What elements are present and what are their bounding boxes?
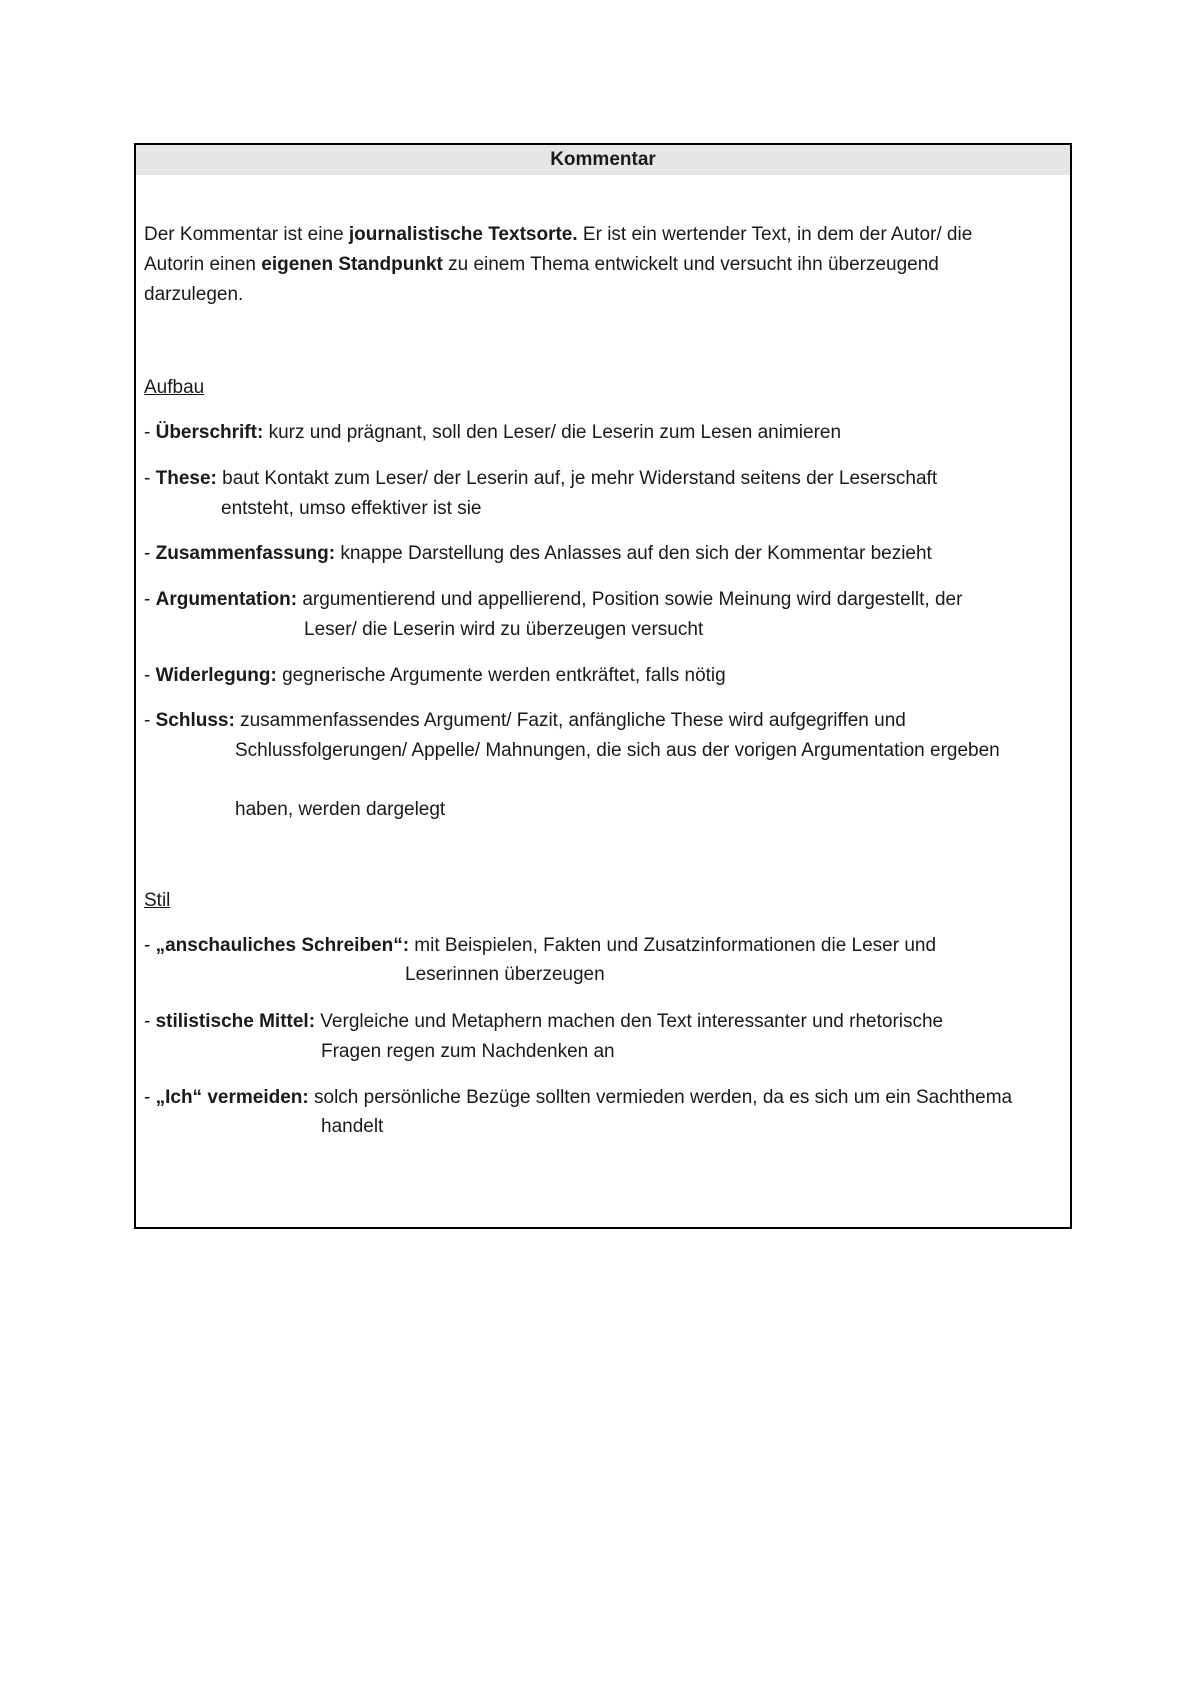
list-item — [144, 539, 932, 569]
item-text: zusammenfassendes Argument/ Fazit, anfängliche These wird aufgegriffen und — [234, 710, 906, 731]
item-text: Vergleiche und Metaphern machen den Text interessanter und rhetorische — [315, 1011, 944, 1032]
intro-paragraph — [144, 220, 1074, 310]
list-item — [144, 931, 936, 961]
list-item — [144, 418, 841, 448]
section-heading-stil: Stil — [144, 890, 171, 911]
item-dash: - — [144, 710, 156, 731]
item-text: kurz und prägnant, soll den Leser/ die Leserin zum Lesen animieren — [263, 422, 842, 443]
item-continuation: Schlussfolgerungen/ Appelle/ Mahnungen, die sich aus der vorigen Argumentation ergeben — [235, 740, 1000, 761]
list-item — [144, 1083, 1012, 1113]
list-item — [144, 464, 937, 494]
item-term: These: — [155, 468, 217, 489]
intro-text: Autorin einen — [144, 254, 262, 275]
item-text: knappe Darstellung des Anlasses auf den sich der Kommentar bezieht — [335, 543, 932, 564]
item-continuation: entsteht, umso effektiver ist sie — [221, 498, 482, 519]
item-continuation: handelt — [321, 1116, 384, 1137]
item-term: Zusammenfassung: — [155, 543, 336, 564]
item-dash: - — [144, 1011, 156, 1032]
item-dash: - — [144, 1087, 156, 1108]
section-heading-aufbau: Aufbau — [144, 377, 205, 398]
item-dash: - — [144, 589, 156, 610]
item-text: baut Kontakt zum Leser/ der Leserin auf, je mehr Widerstand seitens der Leserschaft — [216, 468, 938, 489]
item-term: stilistische Mittel: — [155, 1011, 316, 1032]
intro-text: darzulegen. — [144, 284, 244, 305]
intro-text: Er ist ein wertender Text, in dem der Autor/ die — [577, 224, 973, 245]
list-item — [144, 1007, 943, 1037]
item-dash: - — [144, 543, 156, 564]
intro-text: Der Kommentar ist eine — [144, 224, 349, 245]
item-term: Widerlegung: — [155, 665, 277, 686]
page-title: Kommentar — [136, 145, 1070, 175]
list-item — [144, 661, 726, 691]
item-text: gegnerische Argumente werden entkräftet, falls nötig — [276, 665, 726, 686]
kommentar-box — [134, 143, 1072, 1229]
item-term: „anschauliches Schreiben“: — [155, 935, 410, 956]
item-continuation: Leser/ die Leserin wird zu überzeugen versucht — [304, 619, 704, 640]
item-continuation: Fragen regen zum Nachdenken an — [321, 1041, 615, 1062]
list-item — [144, 706, 906, 736]
item-dash: - — [144, 665, 156, 686]
intro-bold-term: journalistische Textsorte. — [348, 224, 578, 245]
item-text: solch persönliche Bezüge sollten vermieden werden, da es sich um ein Sachthema — [308, 1087, 1013, 1108]
item-text: argumentierend und appellierend, Position sowie Meinung wird dargestellt, der — [297, 589, 963, 610]
intro-bold-term: eigenen Standpunkt — [261, 254, 443, 275]
item-continuation: Leserinnen überzeugen — [405, 964, 605, 985]
item-dash: - — [144, 935, 156, 956]
item-continuation: haben, werden dargelegt — [235, 799, 446, 820]
item-dash: - — [144, 422, 156, 443]
list-item — [144, 585, 962, 615]
item-term: Argumentation: — [155, 589, 298, 610]
item-term: Schluss: — [155, 710, 235, 731]
intro-text: zu einem Thema entwickelt und versucht ihn überzeugend — [442, 254, 939, 275]
item-text: mit Beispielen, Fakten und Zusatzinformationen die Leser und — [409, 935, 937, 956]
item-term: „Ich“ vermeiden: — [155, 1087, 309, 1108]
item-term: Überschrift: — [155, 422, 264, 443]
item-dash: - — [144, 468, 156, 489]
